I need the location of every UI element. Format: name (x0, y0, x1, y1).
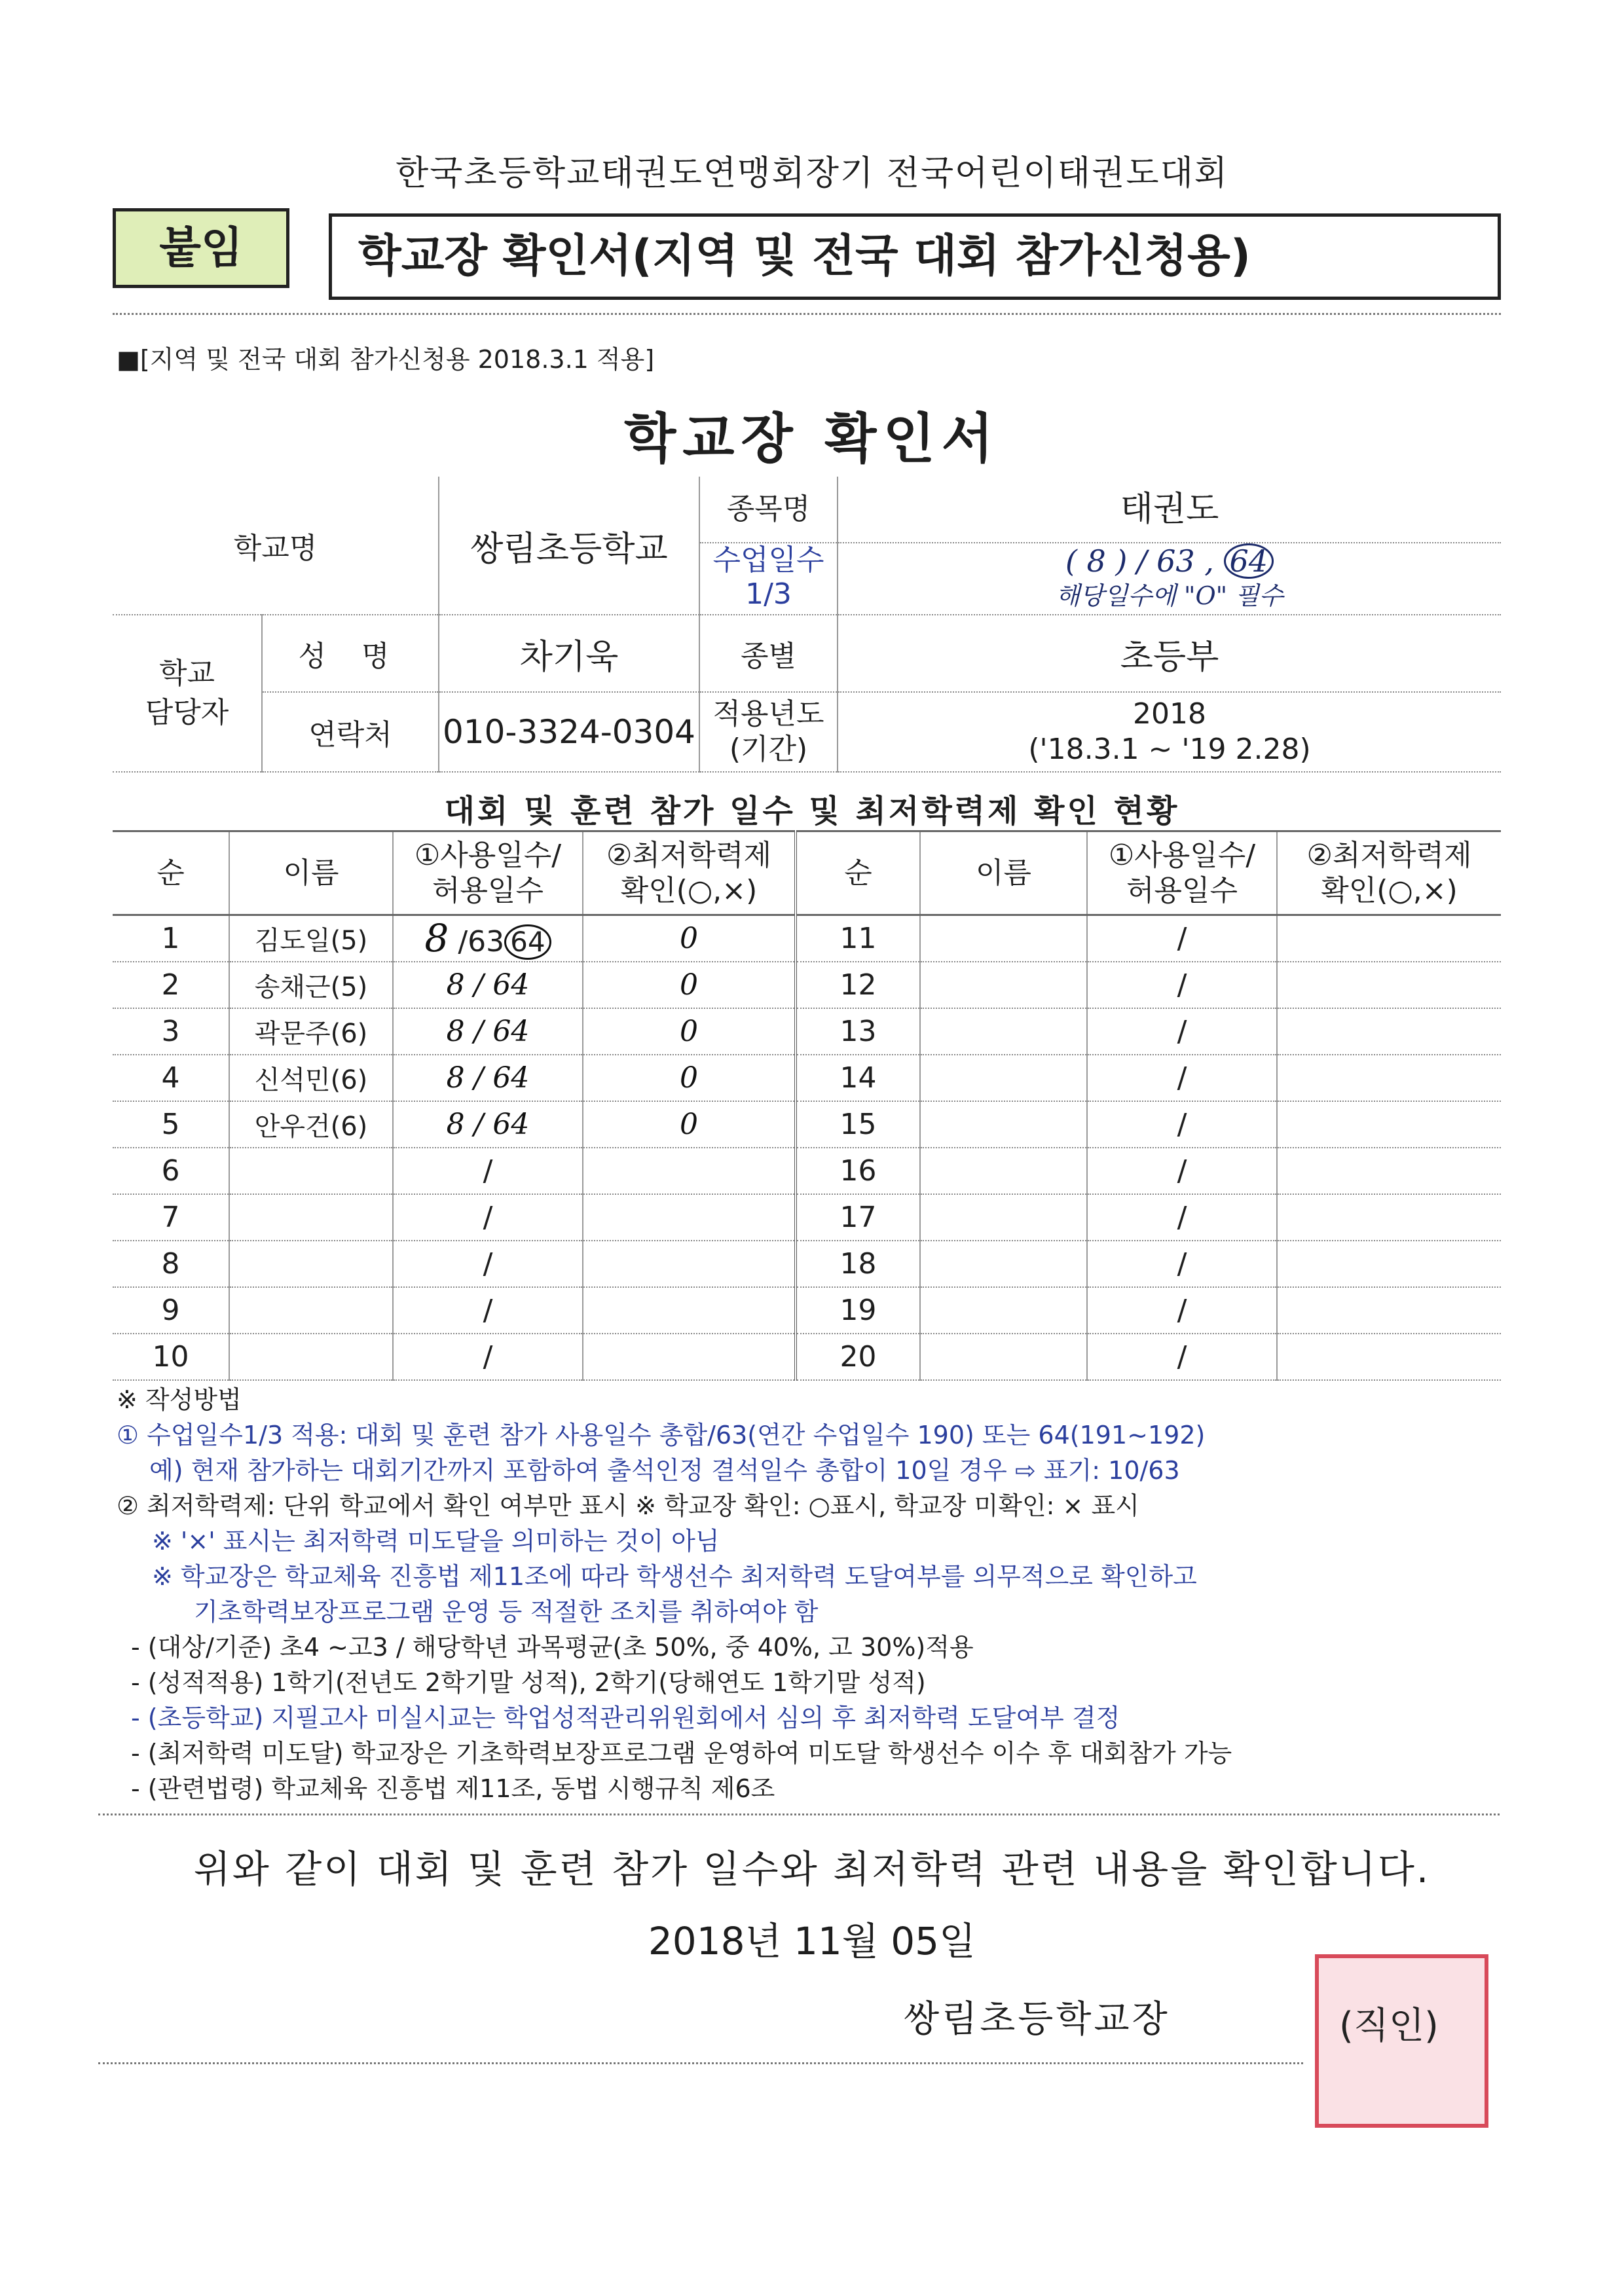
row-check (583, 1148, 796, 1194)
name-value: 차기욱 (439, 615, 699, 692)
guide-line: - (최저학력 미도달) 학교장은 기초학력보장프로그램 운영하여 미도달 학생선수 이수 후 대회참가 가능 (131, 1739, 1232, 1768)
school-value: 쌍림초등학교 (439, 477, 699, 615)
header-days (393, 831, 583, 915)
row-no: 5 (113, 1101, 229, 1148)
row-days (393, 962, 583, 1008)
guide-line: - (대상/기준) 초4 ~고3 / 해당학년 과목평균(초 50%, 중 40%, 고 30%)적용 (131, 1633, 974, 1662)
row-days: / (393, 1241, 583, 1287)
row-no: 1 (113, 915, 229, 962)
row-name (229, 1334, 393, 1380)
row-name (920, 1148, 1087, 1194)
guide-line: - (초등학교) 지필고사 미실시교는 학업성적관리위원회에서 심의 후 최저학력 도달여부 결정 (131, 1704, 1120, 1732)
participation-table (113, 830, 1501, 1381)
guide-line: 기초학력보장프로그램 운영 등 적절한 조치를 취하여야 함 (194, 1597, 819, 1626)
header-days-right-1: ①사용일수/ (1108, 838, 1256, 872)
header-name-right: 이름 (920, 831, 1087, 915)
row-name: 곽문주(6) (229, 1008, 393, 1055)
row-name (920, 1241, 1087, 1287)
contact-value: 010-3324-0304 (439, 692, 699, 772)
row-name: 신석민(6) (229, 1055, 393, 1101)
row-check (583, 1287, 796, 1334)
page-title: 학교장 확인서 (624, 408, 1000, 470)
category-value: 초등부 (838, 615, 1501, 692)
row-check (1277, 1101, 1501, 1148)
row-days: / (1087, 1287, 1277, 1334)
row-name (229, 1194, 393, 1241)
row-name: 안우건(6) (229, 1101, 393, 1148)
row-check: 0 (583, 1008, 796, 1055)
issue-date: 2018년 11월 05일 (648, 1919, 976, 1963)
event-value: 태권도 (838, 477, 1501, 543)
school-days-label-1: 수업일수 (712, 543, 824, 577)
divider (113, 313, 1501, 315)
table-row (113, 962, 1501, 1008)
row-slash: / (473, 1014, 484, 1048)
application-note: ■[지역 및 전국 대회 참가신청용 2018.3.1 적용] (117, 345, 655, 374)
row-allowed: 64 (492, 968, 530, 1002)
document-heading: 학교장 확인서(지역 및 전국 대회 참가신청용) (329, 213, 1501, 300)
row-check: 0 (583, 915, 796, 962)
header-days-2: 허용일수 (432, 873, 544, 907)
row-slash: / (473, 1061, 484, 1095)
row-check (583, 1334, 796, 1380)
row-used: 8 (446, 1107, 465, 1141)
row-days: / (1087, 1241, 1277, 1287)
row-no: 3 (113, 1008, 229, 1055)
table-header (113, 831, 1501, 915)
row-name (920, 915, 1087, 962)
school-days-note: 해당일수에 "O" 필수 (1056, 581, 1283, 610)
guide-line: ※ '×' 표시는 최저학력 미도달을 의미하는 것이 아님 (152, 1527, 720, 1556)
table-row (113, 1241, 1501, 1287)
row-allowed: 64 (504, 924, 551, 960)
row-name: 송채근(5) (229, 962, 393, 1008)
manager-label (113, 615, 262, 772)
school-label: 학교명 (113, 477, 439, 615)
row-allowed: 64 (492, 1107, 530, 1141)
row-slash: /63 (458, 925, 505, 959)
guide-line: - (성적적용) 1학기(전년도 2학기말 성적), 2학기(당해연도 1학기말 성적) (131, 1668, 926, 1697)
year-label-1: 적용년도 (712, 697, 824, 731)
row-name (920, 962, 1087, 1008)
guide-line: 예) 현재 참가하는 대회기간까지 포함하여 출석인정 결석일수 총합이 10일 경우 ⇨ 표기: 10/63 (149, 1456, 1180, 1485)
row-name (920, 1055, 1087, 1101)
row-no: 12 (796, 962, 920, 1008)
table-row (113, 1287, 1501, 1334)
header-days-1: ①사용일수/ (414, 838, 562, 872)
row-no: 4 (113, 1055, 229, 1101)
table-row (113, 1148, 1501, 1194)
guide-title: ※ 작성방법 (117, 1385, 242, 1414)
table-row (113, 1101, 1501, 1148)
row-days (393, 1055, 583, 1101)
row-no: 11 (796, 915, 920, 962)
row-used: 8 (446, 1061, 465, 1095)
header-no: 순 (113, 831, 229, 915)
name-label: 성 명 (262, 615, 439, 692)
row-slash: / (473, 1107, 484, 1141)
header-min-right-2: 확인(○,×) (1321, 873, 1458, 907)
row-days: / (1087, 1194, 1277, 1241)
row-used: 8 (424, 916, 449, 961)
row-no: 7 (113, 1194, 229, 1241)
row-allowed: 64 (492, 1061, 530, 1095)
section-title: 대회 및 훈련 참가 일수 및 최저학력제 확인 현황 (444, 793, 1180, 829)
row-slash: / (473, 968, 484, 1002)
year-value (838, 692, 1501, 772)
seal-label: (직인) (1339, 2005, 1439, 2047)
school-days-label (700, 543, 837, 614)
row-check (1277, 1194, 1501, 1241)
row-name (229, 1148, 393, 1194)
table-row (113, 1194, 1501, 1241)
guide-line: ※ 학교장은 학교체육 진흥법 제11조에 따라 학생선수 최저학력 도달여부를 의무적으로 확인하고 (152, 1562, 1197, 1591)
row-allowed: 64 (492, 1014, 530, 1048)
row-no: 13 (796, 1008, 920, 1055)
competition-title: 한국초등학교태권도연맹회장기 전국어린이태권도대회 (395, 154, 1229, 193)
row-no: 8 (113, 1241, 229, 1287)
manager-label-1: 학교 (158, 657, 215, 690)
principal-name: 쌍림초등학교장 (904, 1998, 1170, 2041)
header-days-right (1087, 831, 1277, 915)
row-name (920, 1287, 1087, 1334)
row-days: / (393, 1334, 583, 1380)
row-check (1277, 1287, 1501, 1334)
row-check (1277, 962, 1501, 1008)
row-no: 19 (796, 1287, 920, 1334)
row-check: 0 (583, 1055, 796, 1101)
row-no: 14 (796, 1055, 920, 1101)
header-no-right: 순 (796, 831, 920, 915)
confirmation-text: 위와 같이 대회 및 훈련 참가 일수와 최저학력 관련 내용을 확인합니다. (193, 1847, 1431, 1891)
row-days: / (393, 1148, 583, 1194)
row-days: / (393, 1287, 583, 1334)
row-check (1277, 1241, 1501, 1287)
row-name (920, 1334, 1087, 1380)
guide-line: ① 수업일수1/3 적용: 대회 및 훈련 참가 사용일수 총합/63(연간 수업일수 190) 또는 64(191~192) (117, 1421, 1206, 1449)
header-min-right-1: ②최저학력제 (1306, 838, 1472, 872)
guide-line: - (관련법령) 학교체육 진흥법 제11조, 동법 시행규칙 제6조 (131, 1774, 775, 1803)
row-days: / (1087, 1334, 1277, 1380)
row-days (393, 915, 583, 962)
row-used: 8 (446, 1014, 465, 1048)
info-table (113, 477, 1501, 773)
row-days: / (393, 1194, 583, 1241)
contact-label: 연락처 (262, 692, 439, 772)
row-name: 김도일(5) (229, 915, 393, 962)
row-days: / (1087, 962, 1277, 1008)
event-label: 종목명 (700, 477, 837, 543)
row-name (920, 1101, 1087, 1148)
school-days-value: ( 8 ) / 63 , (1065, 543, 1214, 579)
year-label-2: (기간) (729, 733, 808, 766)
row-check (1277, 1055, 1501, 1101)
row-no: 17 (796, 1194, 920, 1241)
row-no: 15 (796, 1101, 920, 1148)
row-name (229, 1241, 393, 1287)
school-days-circled: 64 (1224, 543, 1274, 579)
row-days: / (1087, 1008, 1277, 1055)
guide-line: ② 최저학력제: 단위 학교에서 확인 여부만 표시 ※ 학교장 확인: ○표시, 학교장 미확인: × 표시 (117, 1491, 1139, 1520)
row-check: 0 (583, 1101, 796, 1148)
row-no: 6 (113, 1148, 229, 1194)
year-value-2: ('18.3.1 ~ '19 2.28) (1028, 733, 1311, 766)
table-row (113, 1334, 1501, 1380)
row-check: 0 (583, 962, 796, 1008)
row-days: / (1087, 915, 1277, 962)
row-days (393, 1008, 583, 1055)
row-no: 9 (113, 1287, 229, 1334)
header-min-right (1277, 831, 1501, 915)
table-row (113, 1008, 1501, 1055)
category-label: 종별 (699, 615, 838, 692)
row-check (1277, 915, 1501, 962)
header-min (583, 831, 796, 915)
row-check (1277, 1008, 1501, 1055)
year-value-1: 2018 (1133, 697, 1206, 731)
row-days: / (1087, 1055, 1277, 1101)
divider (98, 2062, 1303, 2064)
row-no: 18 (796, 1241, 920, 1287)
divider (98, 1813, 1500, 1815)
row-no: 2 (113, 962, 229, 1008)
year-label (699, 692, 838, 772)
row-check (1277, 1148, 1501, 1194)
table-row (113, 1055, 1501, 1101)
row-no: 20 (796, 1334, 920, 1380)
row-name (229, 1287, 393, 1334)
row-name (920, 1194, 1087, 1241)
row-days (393, 1101, 583, 1148)
row-no: 10 (113, 1334, 229, 1380)
header-days-right-2: 허용일수 (1126, 873, 1238, 907)
row-days: / (1087, 1101, 1277, 1148)
row-check (583, 1241, 796, 1287)
row-check (1277, 1334, 1501, 1380)
header-min-2: 확인(○,×) (620, 873, 758, 907)
header-min-1: ②최저학력제 (606, 838, 771, 872)
school-days-label-2: 1/3 (745, 577, 792, 611)
header-name: 이름 (229, 831, 393, 915)
attachment-label: 붙임 (113, 208, 289, 288)
row-used: 8 (446, 968, 465, 1002)
table-row (113, 915, 1501, 962)
row-days: / (1087, 1148, 1277, 1194)
row-name (920, 1008, 1087, 1055)
manager-label-2: 담당자 (145, 696, 229, 729)
row-check (583, 1194, 796, 1241)
row-no: 16 (796, 1148, 920, 1194)
